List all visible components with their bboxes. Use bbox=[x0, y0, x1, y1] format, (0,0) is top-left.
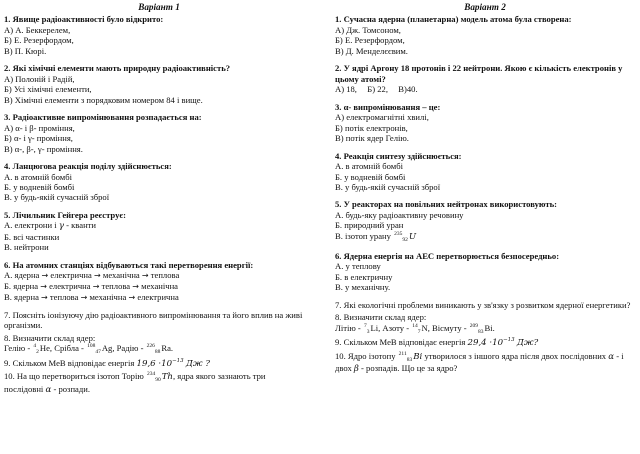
v1-q6-c-step-2: теплова bbox=[49, 291, 79, 302]
alpha-symbol: α bbox=[45, 384, 52, 395]
v1-q2-option-b: Б) Усі хімічні елементи, bbox=[4, 84, 92, 95]
thorium-atomic-number: 90 bbox=[155, 377, 161, 384]
v1-q6-option-a bbox=[4, 270, 314, 281]
v1-q10-line2-pre: послідовні bbox=[4, 383, 44, 394]
v2-q5-option-b: Б. природний уран bbox=[335, 220, 404, 231]
v1-question-10 bbox=[4, 371, 314, 395]
v2-question-10 bbox=[335, 351, 635, 375]
v1-question-7 bbox=[4, 310, 314, 331]
v2-q5-c-pre: В. ізотоп урану bbox=[335, 230, 391, 241]
thorium-symbol: Th bbox=[161, 372, 173, 383]
v1-q8-e1-name: Гелію - bbox=[4, 343, 31, 354]
v2-q1-option-b: Б) Е. Резерфордом, bbox=[335, 35, 405, 46]
v2-q7-text: 7. Які екологічні проблеми виникають у зв'язку з розвитком ядерної енергетики? bbox=[335, 299, 631, 310]
v2-q9-energy-exponent: −13 bbox=[503, 337, 515, 344]
v1-q6-c-step-4: електрична bbox=[137, 291, 179, 302]
v1-q6-b-step-2: електрична bbox=[49, 281, 91, 292]
gamma-symbol: γ bbox=[58, 221, 64, 232]
v1-q5-option-b: Б. всі частинки bbox=[4, 231, 60, 242]
v1-q8-formula-line bbox=[4, 343, 314, 356]
v1-q6-text: 6. На атомних станціях відбуваються такі перетворення енергії: bbox=[4, 259, 254, 270]
lithium-symbol: Li, bbox=[370, 322, 381, 333]
v1-q2-option-c: В) Хімічні елементи з порядковим номером 84 і вище. bbox=[4, 94, 203, 105]
nitrogen-isotope bbox=[412, 323, 420, 336]
v1-q3-text: 3. Радіоактивне випромінювання розпадається на: bbox=[4, 112, 202, 123]
v1-q6-c-step-3: механічна bbox=[89, 291, 127, 302]
v1-q10-line-2 bbox=[4, 384, 314, 395]
v1-q3-option-b: Б) α- і γ- проміння, bbox=[4, 133, 73, 144]
v1-q6-a-step-3: механічна bbox=[102, 270, 140, 281]
v2-question-8 bbox=[335, 312, 635, 335]
v1-q1-option-a: А) А. Беккерелем, bbox=[4, 24, 71, 35]
v1-q6-option-c bbox=[4, 292, 314, 303]
arrow-right-icon: → bbox=[94, 271, 101, 281]
v1-q7-text: 7. Поясніть іонізуючу дію радіоактивного випромінювання та його вплив на живі організми. bbox=[4, 309, 303, 331]
bismuth-211-symbol: Bi bbox=[413, 351, 423, 362]
v2-q10-post: утворилося з іншого ядра після двох послідовних bbox=[424, 350, 607, 361]
v1-q6-a-step-2: електрична bbox=[50, 270, 92, 281]
arrow-right-icon: → bbox=[132, 282, 139, 292]
v1-q8-e3-name: Радію - bbox=[116, 343, 144, 354]
v2-q4-text: 4. Реакція синтезу здійснюється: bbox=[335, 150, 462, 161]
v2-question-3 bbox=[335, 102, 635, 144]
v1-question-2 bbox=[4, 63, 314, 105]
thorium-mass-number: 234 bbox=[146, 371, 156, 378]
variant-1-column bbox=[4, 2, 314, 402]
v2-q9-text: 9. Скільком МеВ відповідає енергія bbox=[335, 337, 466, 348]
v2-question-1 bbox=[335, 14, 635, 56]
variant-2-title: Варіант 2 bbox=[464, 2, 506, 12]
uranium-symbol: U bbox=[408, 231, 417, 242]
v1-q1-text: 1. Явище радіоактивності було відкрито: bbox=[4, 14, 164, 25]
bismuth-atomic-number: 83 bbox=[478, 328, 484, 335]
lithium-isotope bbox=[364, 323, 370, 336]
v2-q5-option-c bbox=[335, 231, 635, 244]
v2-q6-option-a: А. у теплову bbox=[335, 261, 381, 272]
v1-q3-option-c: В) α-, β-, γ- проміння. bbox=[4, 143, 83, 154]
thorium-isotope bbox=[147, 371, 161, 384]
radium-symbol: Ra. bbox=[161, 343, 174, 354]
v2-question-9 bbox=[335, 337, 635, 348]
silver-mass-number: 108 bbox=[87, 343, 96, 350]
v1-q6-b-step-1: Б. ядерна bbox=[4, 281, 39, 292]
bismuth-211-mass-number: 211 bbox=[398, 350, 407, 357]
v2-question-4 bbox=[335, 151, 635, 193]
nitrogen-atomic-number: 7 bbox=[417, 328, 421, 335]
silver-atomic-number: 47 bbox=[95, 349, 101, 356]
silver-symbol: Ag, bbox=[101, 343, 115, 354]
v1-q3-option-a: А) α- і β- проміння, bbox=[4, 122, 75, 133]
bismuth-isotope bbox=[470, 323, 484, 336]
v2-q3-text: 3. α- випромінювання – це: bbox=[335, 101, 441, 112]
v1-q6-c-step-1: В. ядерна bbox=[4, 291, 39, 302]
arrow-right-icon: → bbox=[128, 292, 136, 302]
radium-isotope bbox=[147, 343, 161, 356]
lithium-mass-number: 7 bbox=[363, 322, 367, 329]
v2-q10-pre: 10. Ядро ізотопу bbox=[335, 350, 396, 361]
v2-q8-e3-name: Вісмуту - bbox=[432, 322, 467, 333]
v1-question-1 bbox=[4, 14, 314, 56]
bismuth-211-isotope bbox=[399, 351, 413, 364]
v1-question-8 bbox=[4, 333, 314, 356]
v2-question-5 bbox=[335, 199, 635, 243]
v1-q9-text: 9. Скільком МеВ відповідає енергія bbox=[4, 357, 135, 368]
v2-q6-option-c: В. у механічну. bbox=[335, 282, 391, 293]
v2-q4-option-a: А. в атомній бомбі bbox=[335, 161, 403, 172]
arrow-right-icon: → bbox=[80, 292, 88, 302]
v1-q9-energy-exponent: −13 bbox=[172, 357, 184, 364]
v1-q4-option-b: Б. у водневій бомбі bbox=[4, 182, 75, 192]
v1-q5-text: 5. Лічильник Гейгера реєструє: bbox=[4, 209, 126, 220]
v2-q8-formula-line bbox=[335, 323, 635, 336]
arrow-right-icon: → bbox=[40, 282, 47, 292]
v2-q1-option-c: В) Д. Менделєєвим. bbox=[335, 45, 408, 56]
v1-q8-text: 8. Визначити склад ядер: bbox=[4, 332, 96, 343]
variant-1-title: Варіант 1 bbox=[138, 2, 180, 12]
v1-q6-option-b bbox=[4, 281, 314, 292]
v2-q4-option-c: В. у будь-якій сучасній зброї bbox=[335, 182, 441, 192]
v1-question-5 bbox=[4, 210, 314, 253]
uranium-mass-number: 235 bbox=[394, 230, 403, 237]
v2-q10-end: - розпадів. Що це за ядро? bbox=[361, 363, 458, 374]
v2-q6-option-b: Б. в електричну bbox=[335, 271, 393, 282]
variant-2-column bbox=[335, 2, 635, 382]
v1-q5-option-a bbox=[4, 220, 314, 231]
v1-q6-b-step-3: теплова bbox=[101, 281, 131, 292]
v2-q3-option-c: В) потік ядер Гелію. bbox=[335, 133, 409, 144]
v1-q5-a-pre: А. електрони і bbox=[4, 220, 57, 231]
nitrogen-symbol: N, bbox=[421, 322, 430, 333]
v1-q2-option-a: А) Полоній і Радій, bbox=[4, 73, 75, 84]
bismuth-211-atomic-number: 83 bbox=[406, 356, 413, 363]
v2-q8-e1-name: Літію - bbox=[335, 322, 361, 333]
v2-q8-text: 8. Визначити склад ядер: bbox=[335, 312, 427, 323]
v1-question-3 bbox=[4, 112, 314, 154]
v2-q6-text: 6. Ядерна енергія на АЕС перетворюється безпосередньо: bbox=[335, 250, 560, 261]
v2-q2-option-c: В)40. bbox=[398, 84, 418, 95]
v1-q5-option-c: В. нейтрони bbox=[4, 242, 49, 253]
v2-q1-option-a: А) Дж. Томсоном, bbox=[335, 24, 401, 35]
v1-q2-text: 2. Які хімічні елементи мають природну радіоактивність? bbox=[4, 63, 231, 74]
v1-q10-post: , ядра якого зазнають три bbox=[172, 371, 266, 382]
v2-q9-energy-value: 29,4 ·10 bbox=[467, 338, 504, 349]
v2-q1-text: 1. Сучасна ядерна (планетарна) модель атома була створена: bbox=[335, 14, 572, 25]
v2-q4-option-b: Б. у водневій бомбі bbox=[335, 171, 406, 182]
v2-q3-option-b: Б) потік електронів, bbox=[335, 122, 408, 133]
v1-question-6 bbox=[4, 260, 314, 303]
v2-q3-option-a: А) електромагнітні хвилі, bbox=[335, 112, 429, 123]
v2-question-7 bbox=[335, 300, 635, 310]
beta-symbol: β bbox=[353, 364, 359, 375]
v1-q8-e2-name: Срібла - bbox=[54, 343, 84, 354]
helium-isotope bbox=[33, 343, 39, 356]
arrow-right-icon: → bbox=[41, 271, 49, 281]
helium-mass-number: 4 bbox=[33, 343, 37, 350]
lithium-atomic-number: 3 bbox=[366, 328, 370, 335]
v1-q4-text: 4. Ланцюгова реакція поділу здійснюється: bbox=[4, 161, 172, 172]
v1-q6-b-step-4: механічна bbox=[141, 281, 178, 292]
v1-q1-option-c: В) П. Кюрі. bbox=[4, 45, 47, 56]
v2-q8-e2-name: Азоту - bbox=[382, 322, 410, 333]
v2-q10-mid: - і двох bbox=[335, 350, 624, 374]
v2-question-6 bbox=[335, 251, 635, 293]
uranium-atomic-number: 92 bbox=[402, 236, 408, 243]
arrow-right-icon: → bbox=[92, 282, 100, 292]
v2-question-2 bbox=[335, 63, 635, 94]
arrow-right-icon: → bbox=[141, 271, 149, 281]
v1-q10-pre: 10. На що перетвориться ізотоп Торію bbox=[4, 371, 144, 382]
arrow-right-icon: → bbox=[41, 292, 48, 302]
helium-atomic-number: 2 bbox=[36, 349, 39, 356]
v2-q2-option-a: А) 18, bbox=[335, 84, 357, 95]
v1-question-9 bbox=[4, 358, 314, 369]
bismuth-mass-number: 209 bbox=[469, 322, 479, 329]
v1-q6-a-step-1: А. ядерна bbox=[4, 270, 40, 281]
v2-q2-options bbox=[335, 84, 635, 94]
alpha-symbol: α bbox=[608, 351, 615, 362]
v1-q5-a-post: - кванти bbox=[66, 220, 97, 231]
v2-q5-option-a: А. будь-яку радіоактивну речовину bbox=[335, 209, 464, 220]
helium-symbol: He, bbox=[39, 343, 53, 354]
radium-atomic-number: 88 bbox=[154, 349, 161, 356]
v1-q10-line2-post: - розпади. bbox=[53, 383, 90, 394]
v1-q9-energy-value: 19,6 ·10 bbox=[136, 358, 173, 369]
silver-isotope bbox=[87, 343, 101, 356]
nitrogen-mass-number: 14 bbox=[412, 322, 418, 329]
radium-mass-number: 226 bbox=[146, 343, 155, 350]
v1-q4-option-a: А. в атомній бомбі bbox=[4, 171, 72, 182]
v2-q2-option-b: Б) 22, bbox=[367, 84, 388, 95]
v1-q1-option-b: Б) Е. Резерфордом, bbox=[4, 35, 74, 46]
v1-q4-option-c: В. у будь-якій сучасній зброї bbox=[4, 192, 110, 203]
bismuth-symbol: Bi. bbox=[484, 322, 495, 333]
v2-q9-energy-unit: Дж? bbox=[516, 338, 539, 349]
v1-question-4 bbox=[4, 161, 314, 203]
uranium-isotope bbox=[394, 231, 408, 244]
v1-q6-a-step-4: теплова bbox=[150, 270, 180, 281]
v1-q9-energy-unit: Дж ? bbox=[185, 358, 210, 369]
v2-q5-text: 5. У реакторах на повільних нейтронах використовують: bbox=[335, 199, 557, 210]
v2-q2-text: 2. У ядрі Аргону 18 протонів і 22 нейтрони. Якою є кількість електронів у цьому атомі? bbox=[335, 63, 623, 84]
